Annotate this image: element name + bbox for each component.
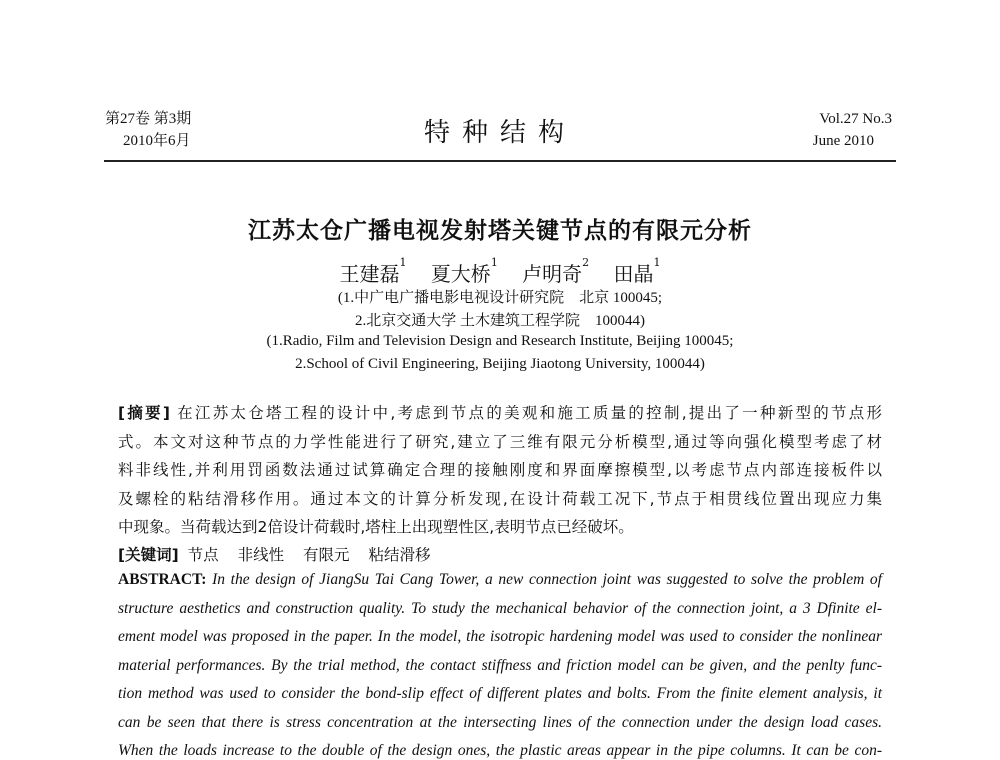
keyword: 非线性 <box>237 546 285 564</box>
abstract-en-line: tion method was used to consider the bond-slip effect of different plates and bolts. From the finite element analysis, it <box>118 685 882 702</box>
keyword: 有限元 <box>303 546 350 564</box>
abstract-line: 料非线性,并利用罚函数法通过试算确定合理的接触刚度和界面摩擦模型,以考虑节点内部连接板件以 <box>118 461 882 479</box>
abstract-en-line: material performances. By the trial method, the contact stiffness and friction model can be given, and the penlty func- <box>118 657 882 674</box>
affiliation: (1.中广电广播电影电视设计研究院 北京 100045; <box>337 290 663 306</box>
author-list <box>0 258 1000 287</box>
affiliation-en: 2.School of Civil Engineering, Beijing Jiaotong University, 100044) <box>295 356 705 372</box>
volume-issue-en: Vol.27 No.3 <box>819 111 892 127</box>
keyword: 粘结滑移 <box>368 546 431 564</box>
affiliation: 2.北京交通大学 土木建筑工程学院 100044) <box>355 313 645 329</box>
journal-volume-info-en <box>813 108 892 152</box>
abstract-en-label: ABSTRACT: <box>118 571 207 588</box>
keywords-cn <box>118 543 882 565</box>
author: 田晶$^1$ <box>613 256 661 286</box>
abstract-en-line: ABSTRACT: In the design of JiangSu Tai Cang Tower, a new connection joint was suggested to solve the problem of <box>118 571 882 588</box>
journal-name: 特种结构 <box>423 118 576 148</box>
abstract-en-line: structure aesthetics and construction quality. To study the mechanical behavior of the connection joint, a 3 Dfinite el- <box>118 600 882 617</box>
author: 卢明奇$^2$ <box>522 256 590 286</box>
abstract-en-line: ement model was proposed in the paper. In the model, the isotropic hardening model was used to consider the nonlinear <box>118 628 882 645</box>
volume-issue: 第27卷 第3期 <box>105 111 192 127</box>
abstract-line: 式。本文对这种节点的力学性能进行了研究,建立了三维有限元分析模型,通过等向强化模型考虑了材 <box>118 433 882 451</box>
publication-date: 2010年6月 <box>123 133 191 149</box>
abstract-line: [摘要] 在江苏太仓塔工程的设计中,考虑到节点的美观和施工质量的控制,提出了一种新型的节点形 <box>118 404 883 422</box>
header-rule <box>104 160 896 162</box>
publication-date-en: June 2010 <box>812 133 874 149</box>
affiliation-en: (1.Radio, Film and Television Design and Research Institute, Beijing 100045; <box>266 333 734 349</box>
abstract-line: 及螺栓的粘结滑移作用。通过本文的计算分析发现,在设计荷载工况下,节点于相贯线位置出现应力集 <box>118 490 882 508</box>
paper-title: 江苏太仓广播电视发射塔关键节点的有限元分析 <box>248 218 752 244</box>
author: 王建磊$^1$ <box>339 256 407 286</box>
abstract-en-line: can be seen that there is stress concentration at the intersecting lines of the connection under the design load cases. <box>118 714 882 731</box>
abstract-label: [摘要] <box>118 404 170 422</box>
abstract-en-line: When the loads increase to the double of the design ones, the plastic areas appear in the pipe columns. It can be con- <box>118 742 882 759</box>
author: 夏大桥$^1$ <box>430 256 498 286</box>
keywords-label: [关键词] <box>118 546 179 564</box>
keyword: 节点 <box>187 546 219 564</box>
abstract-line: 中现象。当荷载达到2倍设计荷载时,塔柱上出现塑性区,表明节点已经破坏。 <box>118 518 634 536</box>
